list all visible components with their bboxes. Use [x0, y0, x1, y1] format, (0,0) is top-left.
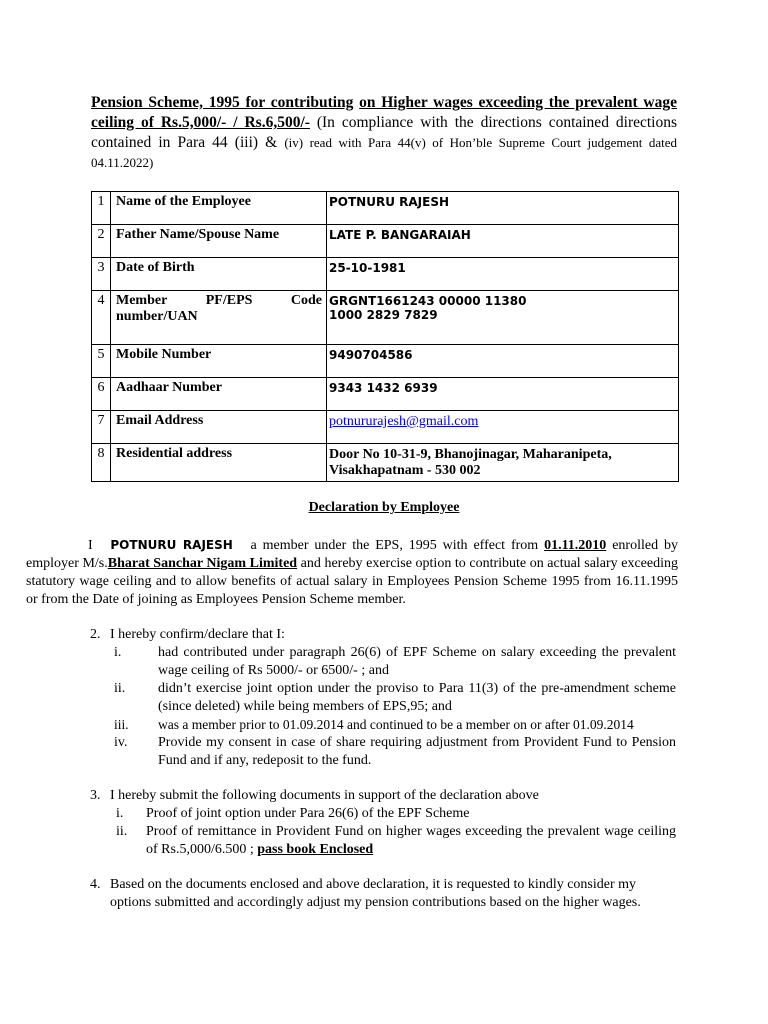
item-text: [146, 823, 676, 859]
roman-numeral: iii.: [114, 717, 129, 732]
pass-book-note: pass book Enclosed: [257, 842, 374, 857]
section-4: [90, 876, 680, 912]
label-part: number/UAN: [116, 309, 198, 324]
row-number: 3: [92, 258, 111, 291]
father-name-value: LATE P. BANGARAIAH: [327, 225, 679, 258]
aadhaar-value: 9343 1432 6939: [327, 378, 679, 411]
roman-numeral: ii.: [114, 681, 126, 696]
row-number: 8: [92, 444, 111, 482]
item-text: didn’t exercise joint option under the proviso to Para 11(3) of the pre-amendment scheme (since deleted) while being members of EPS,95; and: [158, 681, 676, 714]
row-number: 7: [92, 411, 111, 444]
section-2: [90, 626, 680, 644]
declaration-title: Declaration by Employee: [308, 500, 460, 515]
mobile-value: 9490704586: [327, 345, 679, 378]
item-text-part: Proof of remittance in Provident Fund on higher wages exceeding the prevalent wage ceiling of Rs.5,000/6.500 ;: [146, 824, 676, 857]
row-number: 2: [92, 225, 111, 258]
roman-numeral: iv.: [114, 735, 128, 750]
row-label: Residential address: [111, 444, 327, 482]
section-text: Based on the documents enclosed and above declaration, it is requested to kindly consider my options submitted and accordingly adjust my pension contributions based on the higher wages.: [110, 877, 641, 910]
paragraph-text: and hereby exercise option to contribute on actual salary exceeding statutory wage ceiling and to allow benefits of actual salary in Employees Pension Scheme 1995 from 16.11.1995 or from the Date of joining as Employees Pension Scheme member.: [26, 556, 678, 607]
table-row: [92, 192, 679, 225]
section-number: 4.: [90, 877, 101, 892]
list-item: [116, 805, 676, 823]
label-part: Code: [290, 293, 322, 308]
row-label: Mobile Number: [111, 345, 327, 378]
pf-code: GRGNT1661243 00000 11380: [329, 294, 527, 308]
document-heading: [91, 93, 677, 173]
declaration-paragraph: [26, 536, 678, 609]
row-number: 5: [92, 345, 111, 378]
row-label: Aadhaar Number: [111, 378, 327, 411]
uan-number: 1000 2829 7829: [329, 308, 438, 322]
table-row: [92, 345, 679, 378]
roman-numeral: ii.: [116, 824, 128, 839]
item-text: had contributed under paragraph 26(6) of EPF Scheme on salary exceeding the prevalent wage ceiling of Rs 5000/- or 6500/- ; and: [158, 645, 676, 678]
list-item: [114, 716, 676, 734]
employee-name: POTNURU RAJESH: [110, 538, 233, 552]
item-text: Provide my consent in case of share requiring adjustment from Provident Fund to Pension Fund and if any, redeposit to the fund.: [158, 735, 676, 768]
row-label: Email Address: [111, 411, 327, 444]
employee-details-table: [91, 191, 679, 482]
pronoun: I: [88, 538, 93, 553]
section-number: 3.: [90, 788, 101, 803]
heading-note: (In compliance with the directions contained directions contained in Para 44 (iii) &: [91, 114, 678, 151]
employee-name-value: POTNURU RAJESH: [327, 192, 679, 225]
address-line: Visakhapatnam - 530 002: [329, 463, 481, 478]
heading-title-part2: on Higher wages exceeding the prevalent wage ceiling of Rs.5,000/- / Rs.6,500/-: [91, 94, 677, 131]
list-item: [114, 680, 676, 716]
table-row: [92, 225, 679, 258]
label-part: PF/EPS: [205, 293, 253, 308]
dob-value: 25-10-1981: [327, 258, 679, 291]
email-cell: [327, 411, 679, 444]
row-number: 6: [92, 378, 111, 411]
paragraph-text: enrolled by employer M/s.: [26, 538, 678, 571]
section-text: I hereby submit the following documents in support of the declaration above: [110, 788, 539, 803]
pf-uan-value: [327, 291, 679, 345]
item-text: was a member prior to 01.09.2014 and continued to be a member on or after 01.09.2014: [158, 717, 634, 732]
label-part: Member: [116, 293, 168, 308]
section-text: I hereby confirm/declare that I:: [110, 627, 285, 642]
address-line: Door No 10-31-9, Bhanojinagar, Maharanipeta,: [329, 447, 612, 462]
row-label: Date of Birth: [111, 258, 327, 291]
row-label: Name of the Employee: [111, 192, 327, 225]
heading-note-small: (iv) read with Para 44(v) of Hon’ble Supreme Court judgement dated 04.11.2022): [91, 135, 677, 170]
heading-title-part1: Pension Scheme, 1995 for contributing: [91, 94, 354, 111]
membership-date: 01.11.2010: [544, 538, 607, 553]
list-item: [114, 644, 676, 680]
section-3-list: [116, 805, 676, 859]
roman-numeral: i.: [114, 645, 122, 660]
section-number: 2.: [90, 627, 101, 642]
section-3: [90, 787, 680, 805]
roman-numeral: i.: [116, 806, 124, 821]
table-row: [92, 258, 679, 291]
table-row: [92, 291, 679, 345]
row-number: 1: [92, 192, 111, 225]
email-link[interactable]: potnururajesh@gmail.com: [329, 414, 479, 429]
list-item: [116, 823, 676, 859]
row-number: 4: [92, 291, 111, 345]
table-row: [92, 378, 679, 411]
employer-name: Bharat Sanchar Nigam Limited: [107, 556, 298, 571]
list-item: [114, 734, 676, 770]
address-value: [327, 444, 679, 482]
section-2-list: [114, 644, 676, 770]
table-row: [92, 444, 679, 482]
row-label: Father Name/Spouse Name: [111, 225, 327, 258]
row-label: [111, 291, 327, 345]
item-text: Proof of joint option under Para 26(6) of the EPF Scheme: [146, 806, 470, 821]
table-row: [92, 411, 679, 444]
paragraph-text: a member under the EPS, 1995 with effect from: [244, 538, 545, 553]
